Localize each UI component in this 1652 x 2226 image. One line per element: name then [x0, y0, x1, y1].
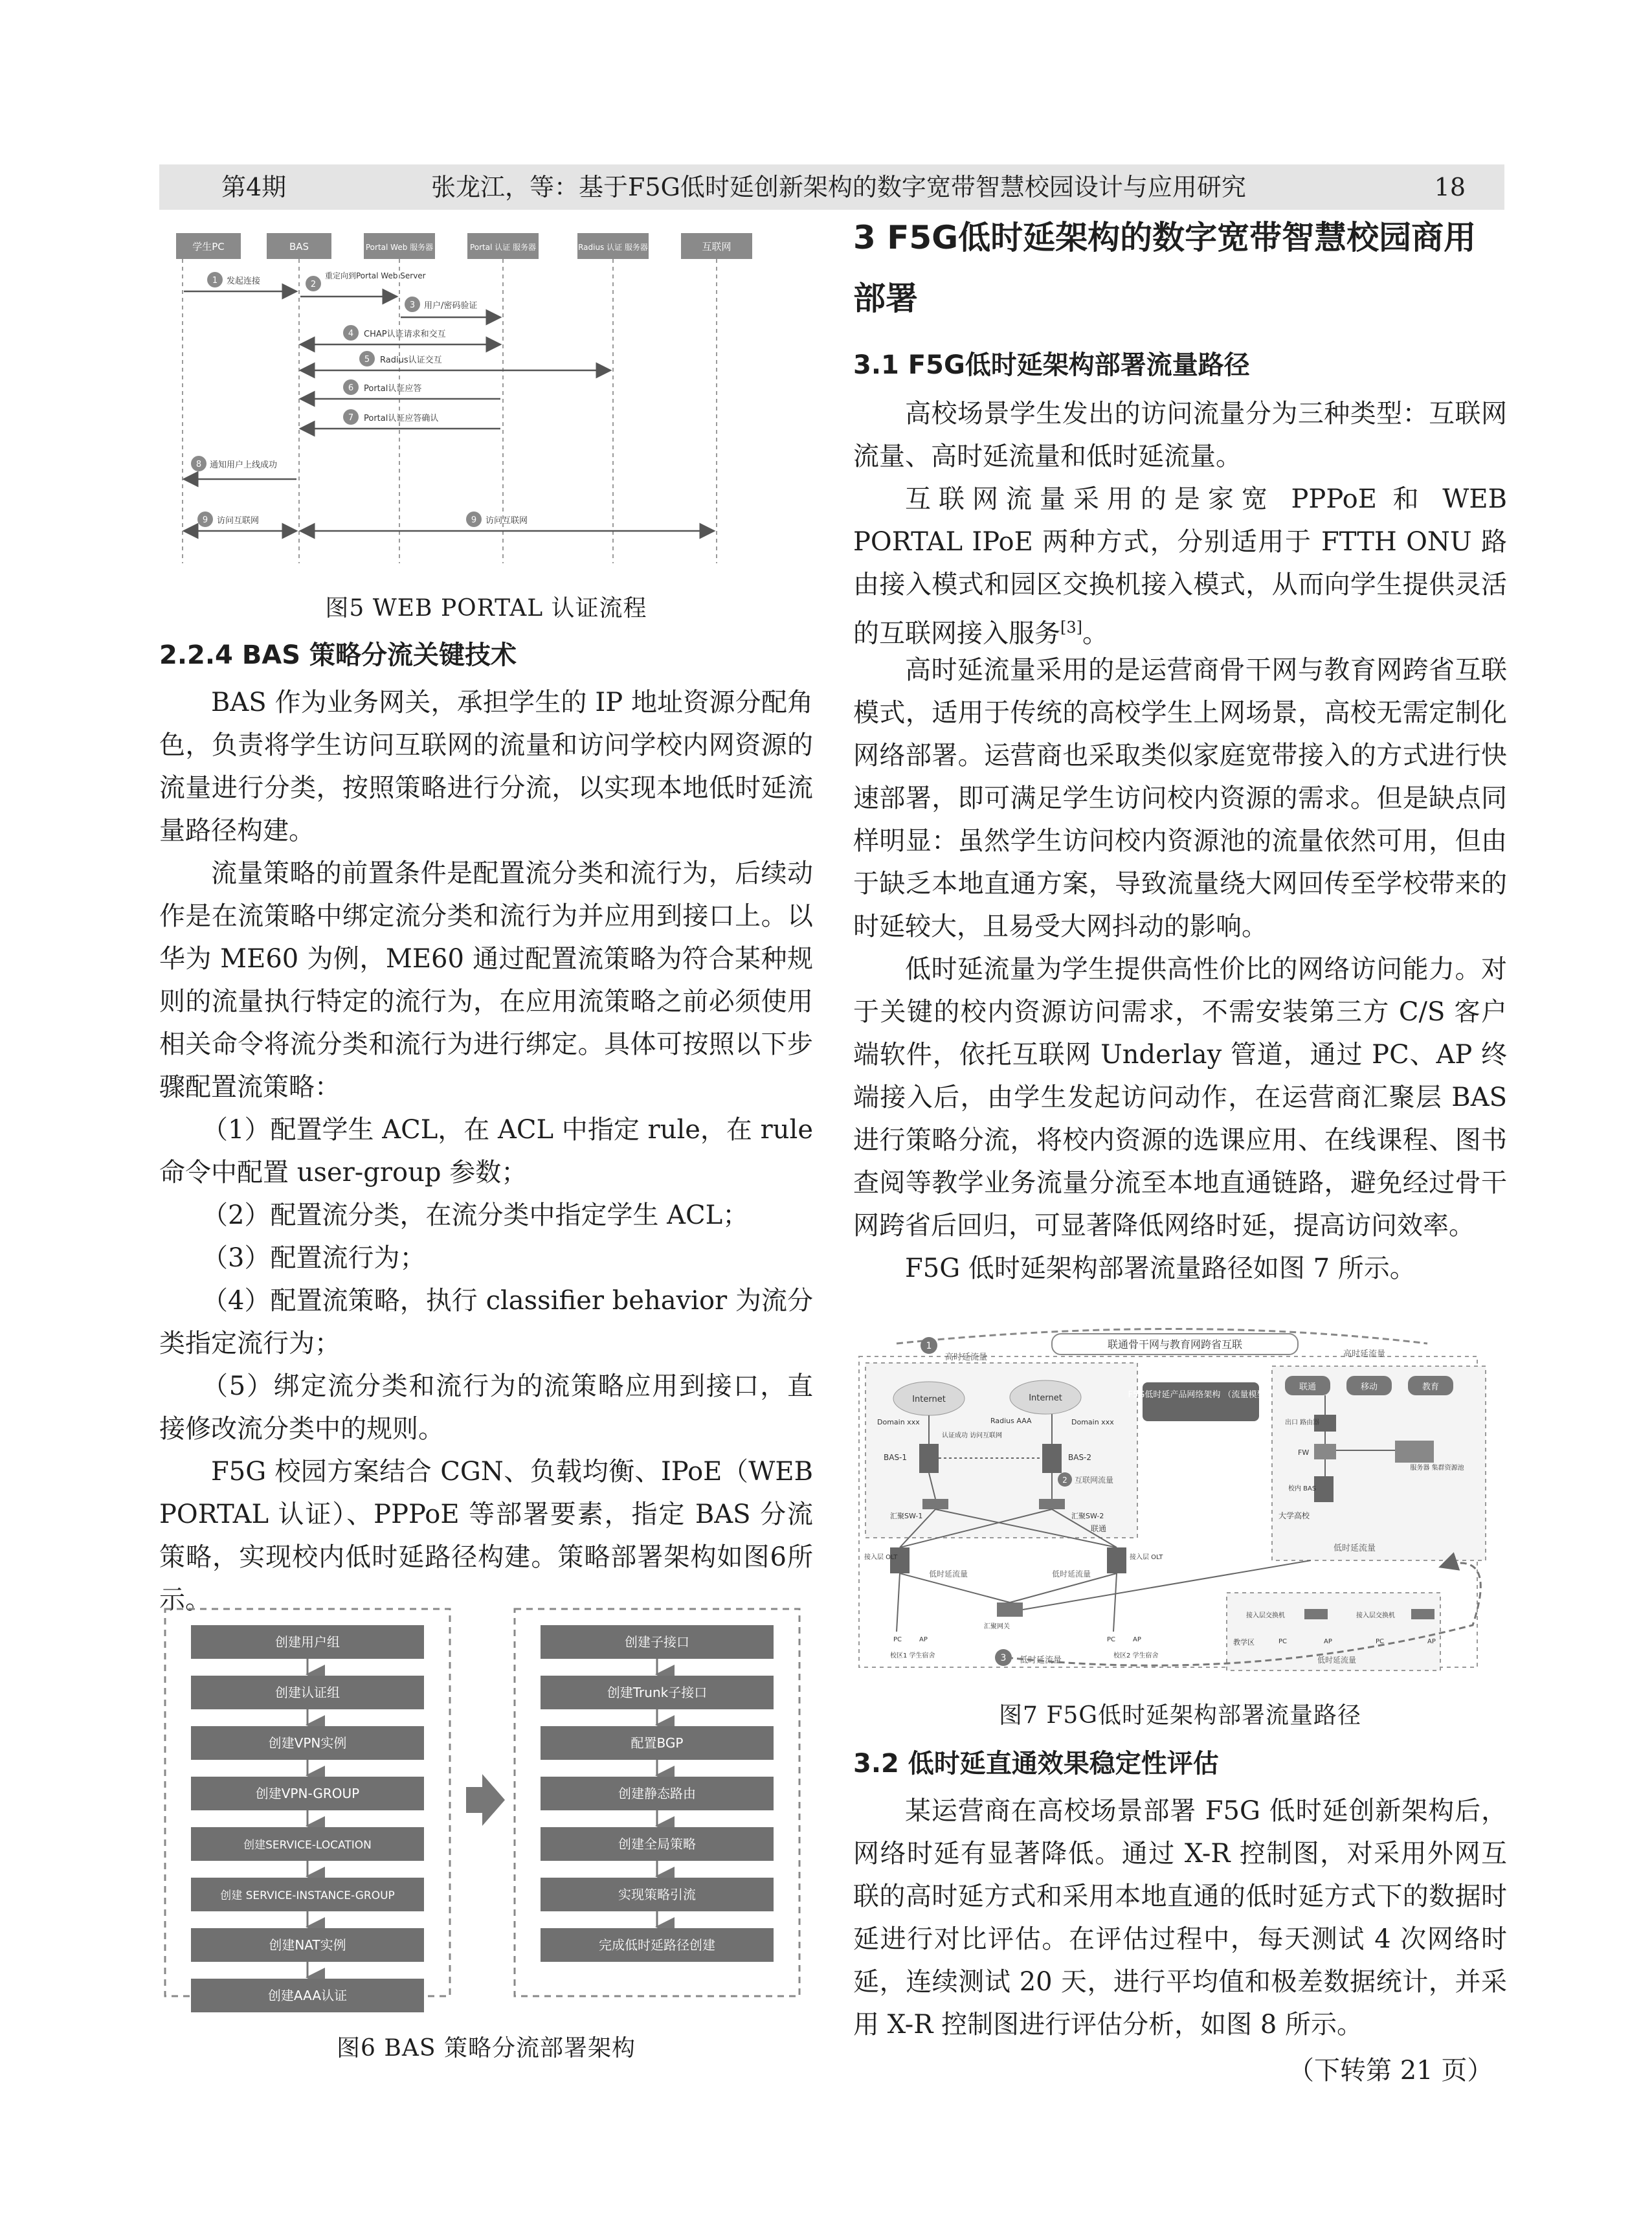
- firewall-icon: [1314, 1444, 1336, 1459]
- banner-label: 联通骨干网与教育网跨省互联: [1107, 1338, 1243, 1351]
- olt-label: 接入层 OLT: [1130, 1554, 1163, 1561]
- paragraph: [853, 478, 1507, 655]
- svg-text:1: 1: [926, 1341, 932, 1351]
- pc-label: PC: [1107, 1636, 1116, 1643]
- access-switch-label: 接入层交换机: [1356, 1612, 1395, 1619]
- svg-text:2: 2: [1062, 1476, 1067, 1485]
- flow-step-label: 完成低时延路径创建: [599, 1937, 715, 1953]
- step-item: （5）绑定流分类和流行为的流策略应用到接口，直接修改流分类中的规则。: [159, 1371, 813, 1444]
- step-number: 5: [364, 355, 370, 365]
- paragraph: F5G 校园方案结合 CGN、负载均衡、IPoE（WEB PORTAL 认证）、PPPoE 等部署要素，指定 BAS 分流策略，实现校内低时延路径构建。策略部署架构如图6所示。: [159, 1457, 813, 1615]
- step-label: Radius认证交互: [380, 355, 442, 365]
- figure5-caption: 图5 WEB PORTAL 认证流程: [325, 595, 647, 622]
- flow-step-label: 创建 SERVICE-INSTANCE-GROUP: [220, 1889, 395, 1902]
- lane-label-portal-web: Portal Web 服务器: [365, 243, 434, 252]
- switch-icon: [1304, 1609, 1328, 1619]
- paragraph: BAS 作为业务网关，承担学生的 IP 地址资源分配角色，负责将学生访问互联网的流量和访问学校内网资源的流量进行分类，按照策略进行分流，以实现本地低时延流量路径构建。: [159, 688, 813, 846]
- paragraph-text: 互联网流量采用的是家宽 PPPoE 和 WEB PORTAL IPoE 两种方式，分别适用于 FTTH ONU 路由接入模式和园区交换机接入模式，从而向学生提供灵活的互联网接入服务: [853, 484, 1507, 649]
- internet-flow-label: 互联网流量: [1075, 1476, 1114, 1485]
- step-label: 重定向到Portal Web Server: [325, 271, 426, 280]
- step-label: 通知用户上线成功: [210, 460, 278, 470]
- agg2-label: 汇聚SW-2: [1071, 1512, 1104, 1520]
- high-latency-label: 高时延流量: [1343, 1349, 1386, 1359]
- fw-label: FW: [1298, 1448, 1310, 1457]
- continued-note: （下转第 21 页）: [1288, 2056, 1493, 2085]
- access-switch-label: 接入层交换机: [1246, 1612, 1285, 1619]
- figure5-sequence-diagram: [170, 227, 810, 570]
- lane-label-radius: Radius 认证 服务器: [578, 243, 648, 252]
- core-switch-icon: [997, 1602, 1023, 1617]
- agg1-label: 汇聚SW-1: [890, 1512, 923, 1520]
- paragraph: F5G 低时延架构部署流量路径如图 7 所示。: [905, 1254, 1416, 1283]
- campus-bas-label: 校内 BAS: [1288, 1485, 1317, 1492]
- flow-step-label: 创建用户组: [275, 1634, 340, 1650]
- radius-label: Radius AAA: [990, 1417, 1032, 1425]
- step-item: （3）配置流行为；: [202, 1243, 426, 1273]
- subsection-heading-3-1: 3.1 F5G低时延架构部署流量路径: [853, 350, 1250, 380]
- low-latency-label: 低时延流量: [929, 1569, 968, 1579]
- core-sw-label: 汇聚网关: [984, 1623, 1010, 1630]
- exit-router-label: 出口 路由器: [1285, 1419, 1320, 1426]
- flow-step-label: 实现策略引流: [618, 1887, 696, 1902]
- internet-label: Internet: [1029, 1393, 1062, 1403]
- paragraph-end: 。: [1082, 618, 1108, 649]
- step-label: 用户/密码验证: [424, 301, 478, 311]
- flow-step-label: 创建子接口: [625, 1634, 689, 1650]
- flow-step-label: 创建Trunk子接口: [607, 1685, 708, 1700]
- switch-icon: [922, 1499, 948, 1509]
- flow-step-label: 创建静态路由: [618, 1786, 696, 1801]
- server-cluster-icon: [1395, 1441, 1434, 1463]
- section-heading-2-2-4: 2.2.4 BAS 策略分流关键技术: [159, 640, 517, 670]
- bas1-label: BAS-1: [884, 1453, 908, 1462]
- low-latency-label: 低时延流量: [1317, 1656, 1357, 1665]
- section-heading-3: 3 F5G低时延架构的数字宽带智慧校园商用部署: [853, 219, 1477, 317]
- page-number: 18: [1434, 173, 1466, 201]
- step-item: （2）配置流分类，在流分类中指定学生 ACL；: [202, 1200, 749, 1230]
- step-number: 1: [212, 276, 218, 286]
- paragraph: 低时延流量为学生提供高性价比的网络访问能力。对于关键的校内资源访问需求，不需安装第三方 C/S 客户端软件，依托互联网 Underlay 管道，通过 PC、AP 终端接入后，由学生发起访问动作，在运营商汇聚层 BAS 进行策略分流，将校内资源的选课应用、在线课程、图书查阅等教学业务流量分流至本地直通链路，避免经过骨干网跨省后回归，可显著降低网络时延，提高访问效率。: [853, 954, 1507, 1241]
- step-item: （1）配置学生 ACL，在 ACL 中指定 rule，在 rule 命令中配置 user-group 参数；: [159, 1115, 813, 1187]
- flow-step-label: 创建SERVICE-LOCATION: [243, 1839, 372, 1852]
- university-label: 大学高校: [1278, 1511, 1310, 1520]
- flow-step-label: 创建AAA认证: [267, 1988, 348, 2003]
- step-number: 7: [348, 413, 354, 423]
- figure6-caption: 图6 BAS 策略分流部署架构: [337, 2035, 636, 2062]
- svg-text:3: 3: [1000, 1653, 1007, 1663]
- bas2-label: BAS-2: [1068, 1453, 1092, 1462]
- domain-label: Domain xxx: [877, 1418, 920, 1426]
- lane-label-internet: 互联网: [702, 241, 731, 253]
- step-label: 访问互联网: [486, 516, 528, 526]
- flow-step-label: 创建NAT实例: [269, 1937, 346, 1953]
- domain-label: Domain xxx: [1071, 1418, 1114, 1426]
- step-number: 8: [195, 460, 202, 469]
- step-label: CHAP认证请求和交互: [364, 330, 446, 339]
- auth-ok-label: 认证成功 访问互联网: [942, 1432, 1003, 1439]
- server-icon: [1314, 1476, 1334, 1502]
- ap-label: AP: [1324, 1638, 1332, 1645]
- switch-icon: [1411, 1609, 1434, 1619]
- flow-step-label: 创建VPN-GROUP: [255, 1786, 360, 1801]
- step-label: Portal认证应答: [364, 384, 422, 394]
- figure7-caption: 图7 F5G低时延架构部署流量路径: [999, 1702, 1361, 1729]
- arch-box-label: F5G低时延产品网络架构 （流量模型）: [1128, 1390, 1274, 1400]
- internet-label: Internet: [912, 1395, 946, 1404]
- campus1-label: 校区1 学生宿舍: [890, 1652, 935, 1659]
- teaching-label: 教学区: [1233, 1638, 1255, 1647]
- ap-label: AP: [919, 1636, 928, 1643]
- citation-ref: [3]: [1060, 618, 1082, 636]
- lane-label-pc: 学生PC: [192, 241, 225, 253]
- low-latency-label: 低时延流量: [1052, 1569, 1091, 1579]
- ap-label: AP: [1133, 1636, 1141, 1643]
- carrier-label: 教育: [1422, 1382, 1440, 1392]
- flow-step-label: 创建全局策略: [618, 1836, 696, 1852]
- step-number: 6: [348, 383, 354, 393]
- step-label: Portal认证应答确认: [364, 414, 439, 423]
- carrier-label: 移动: [1360, 1382, 1378, 1392]
- paragraph: 流量策略的前置条件是配置流分类和流行为，后续动作是在流策略中绑定流分类和流行为并应用到接口上。以华为 ME60 为例，ME60 通过配置流策略为符合某种规则的流量执行特定的流行为，在应用流策略之前必须使用相关命令将流分类和流行为进行绑定。具体可按照以下步骤配置流策略：: [159, 859, 813, 1102]
- subsection-heading-3-2: 3.2 低时延直通效果稳定性评估: [853, 1749, 1219, 1779]
- server-icon: [919, 1444, 939, 1473]
- flow-step-label: 创建VPN实例: [268, 1735, 347, 1751]
- big-arrow-icon: [466, 1774, 505, 1826]
- figure6-flowchart: [162, 1606, 809, 2001]
- flow-step-label: 创建认证组: [275, 1685, 340, 1700]
- lane-label-portal-auth: Portal 认证 服务器: [469, 243, 537, 252]
- step-number: 9: [202, 515, 208, 525]
- campus2-label: 校区2 学生宿舍: [1113, 1652, 1159, 1659]
- step-label: 访问互联网: [217, 516, 260, 526]
- paragraph: 高校场景学生发出的访问流量分为三种类型：互联网流量、高时延流量和低时延流量。: [853, 399, 1507, 471]
- olt-label: 接入层 OLT: [864, 1554, 898, 1561]
- paragraph: 某运营商在高校场景部署 F5G 低时延创新架构后，网络时延有显著降低。通过 X-R 控制图，对采用外网互联的高时延方式和采用本地直通的低时延方式下的数据时延进行对比评估。在评估过程中，每天测试 4 次网络时延，连续测试 20 天，进行平均值和极差数据统计，并采用 X-R 控制图进行评估分析，如图 8 所示。: [853, 1796, 1507, 2040]
- step-number: 3: [409, 300, 416, 310]
- low-latency-label: 低时延流量: [1020, 1656, 1062, 1665]
- step-number: 4: [348, 329, 354, 339]
- step-number: 9: [471, 515, 477, 525]
- pc-label: PC: [1278, 1638, 1288, 1645]
- low-latency-label: 低时延流量: [1334, 1544, 1376, 1553]
- figure7-network-diagram: [858, 1321, 1505, 1683]
- step-number: 2: [310, 280, 317, 289]
- pc-label: PC: [1376, 1638, 1385, 1645]
- paragraph: 高时延流量采用的是运营商骨干网与教育网跨省互联模式，适用于传统的高校学生上网场景，高校无需定制化网络部署。运营商也采取类似家庭宽带接入的方式进行快速部署，即可满足学生访问校内资源的需求。但是缺点同样明显：虽然学生访问校内资源池的流量依然可用，但由于缺乏本地直通方案，导致流量绕大网回传至学校带来的时延较大，且易受大网抖动的影响。: [853, 655, 1507, 941]
- carrier-label: 联通: [1299, 1382, 1317, 1392]
- running-title: 张龙江，等：基于F5G低时延创新架构的数字宽带智慧校园设计与应用研究: [431, 173, 1246, 201]
- pc-label: PC: [893, 1636, 902, 1643]
- ap-label: AP: [1427, 1638, 1436, 1645]
- step-item: （4）配置流策略，执行 classifier behavior 为流分类指定流行为；: [159, 1286, 813, 1358]
- flow-step-label: 配置BGP: [631, 1735, 684, 1751]
- step-label: 发起连接: [227, 276, 261, 286]
- switch-icon: [1039, 1499, 1065, 1509]
- high-latency-label: 高时延流量: [945, 1353, 988, 1362]
- server-icon: [1042, 1444, 1062, 1473]
- olt-icon: [1107, 1547, 1126, 1573]
- issue-number: 第4期: [221, 173, 287, 201]
- server-label: 服务器 集群资源池: [1410, 1465, 1464, 1472]
- running-header: [159, 164, 1504, 210]
- lane-label-bas: BAS: [289, 241, 309, 253]
- unicom-label: 联通: [1091, 1524, 1107, 1533]
